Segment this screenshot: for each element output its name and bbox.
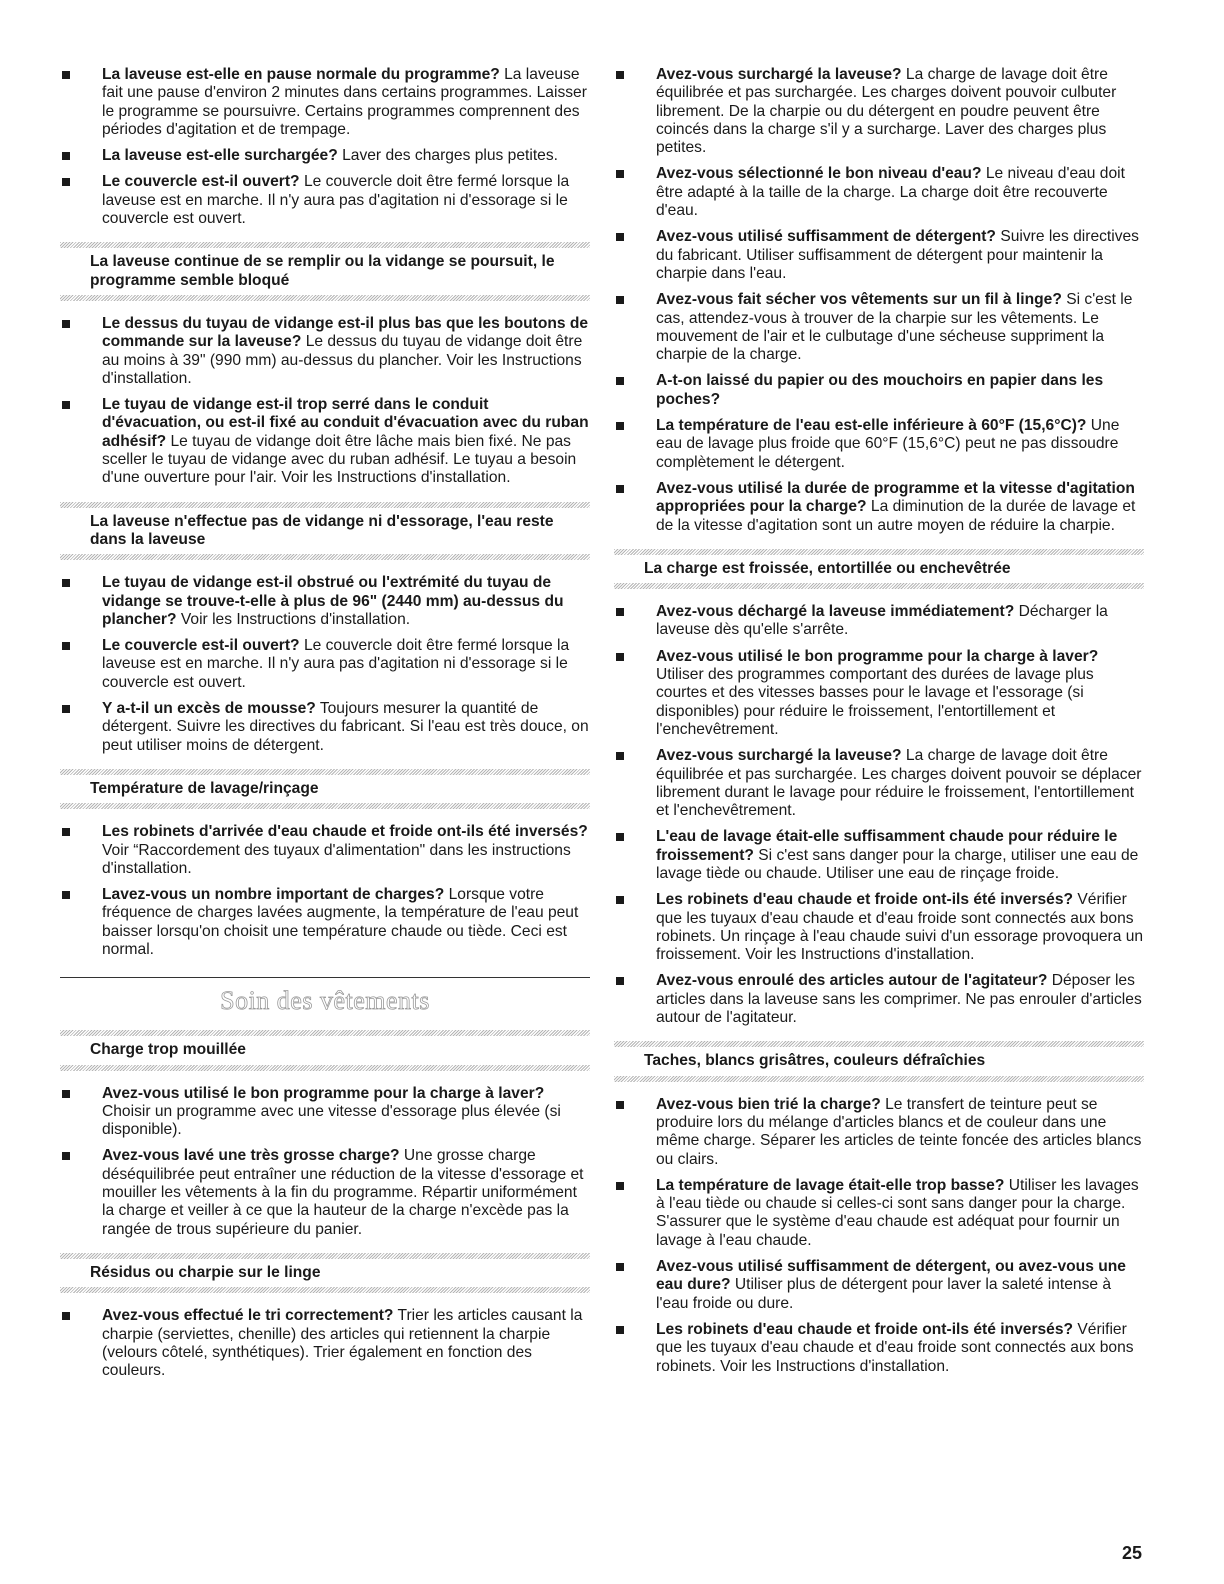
answer: Choisir un programme avec une vitesse d'essorage plus élevée (si disponible). (102, 1102, 561, 1139)
question: L'eau de lavage était-elle suffisamment chaude pour réduire le froissement? (656, 828, 1118, 864)
list-item (60, 823, 590, 878)
divider (60, 1065, 590, 1071)
bullet-icon (616, 233, 624, 241)
list-item (60, 173, 590, 228)
section-stains (614, 1041, 1144, 1081)
question: Lavez-vous un nombre important de charges? (102, 886, 445, 904)
list-item (614, 417, 1144, 472)
answer: Si c'est sans danger pour la charge, utiliser une eau de lavage tiède ou chaude. Utiliser une eau de rinçage froide. (656, 846, 1139, 882)
answer: Déposer les articles dans la laveuse sans les comprimer. Ne pas enrouler d'articles autour de l'agitateur. (656, 972, 1142, 1027)
section-heading: Taches, blancs grisâtres, couleurs défraîchies (644, 1052, 986, 1070)
answer: Décharger la laveuse dès qu'elle s'arrête. (656, 603, 1108, 639)
answer: Vérifier que les tuyaux d'eau chaude et d'eau froide sont connectés aux bons robinets. Voir les Instructions d'installation. (656, 1320, 1134, 1375)
question: Avez-vous utilisé suffisamment de détergent? (656, 228, 996, 246)
divider (60, 1287, 590, 1293)
answer: Lorsque votre fréquence de charges lavées augmente, la température de l'eau peut baisser lorsqu'on choisit une température chaude ou tiède. Ceci est normal. (102, 886, 579, 958)
divider (614, 1076, 1144, 1082)
section-heading: Résidus ou charpie sur le linge (90, 1263, 321, 1281)
question: Avez-vous surchargé la laveuse? (656, 747, 902, 765)
bullet-icon (616, 896, 624, 904)
bullet-icon (62, 1312, 70, 1320)
answer: Voir “Raccordement des tuyaux d'alimentation" dans les instructions d'installation. (102, 841, 571, 877)
divider (614, 583, 1144, 589)
answer: Toujours mesurer la quantité de détergent. Suivre les directives du fabricant. Si l'eau est très douce, on peut utiliser moins de détergent. (102, 700, 589, 754)
question: Avez-vous enroulé des articles autour de l'agitateur? (656, 972, 1048, 990)
question: Avez-vous lavé une très grosse charge? (102, 1147, 400, 1165)
divider (60, 554, 590, 560)
bullet-icon (62, 705, 70, 713)
answer: Une eau de lavage plus froide que 60°F (15,6°C) peut ne pas dissoudre complètement le détergent. (656, 417, 1120, 471)
question: Avez-vous effectué le tri correctement? (102, 1307, 394, 1325)
list-item (614, 603, 1144, 640)
bullet-icon (616, 377, 624, 385)
list-item (60, 1147, 590, 1238)
answer: Trier les articles causant la charpie (serviettes, chenille) des articles qui retiennent la charpie (velours côtelé, synthétiques). Trier également en fonction des couleurs. (102, 1307, 583, 1380)
bullet-icon (616, 170, 624, 178)
question: Avez-vous bien trié la charge? (656, 1095, 881, 1113)
list-item (60, 147, 590, 165)
bullet-icon (616, 296, 624, 304)
answer: Le tuyau de vidange doit être lâche mais bien fixé. Ne pas sceller le tuyau de vidange avec du ruban adhésif. Le tuyau a besoin d'une ouverture pour l'air. Voir les Instructions d'installation. (102, 432, 577, 487)
bullet-icon (62, 642, 70, 650)
answer: Vérifier que les tuyaux d'eau chaude et d'eau froide sont connectés aux bons robinets. Un rinçage à l'eau chaude suivi d'un essorage provoquera un froissement. Voir les Instructions d'installation. (656, 891, 1144, 964)
question: Les robinets d'eau chaude et froide ont-ils été inversés? (656, 891, 1074, 909)
answer: Suivre les directives du fabricant. Utiliser suffisamment de détergent pour maintenir la charpie dans l'eau. (656, 228, 1139, 282)
question: Le couvercle est-il ouvert? (102, 173, 300, 191)
section-heading: Charge trop mouillée (90, 1041, 246, 1059)
question: Le couvercle est-il ouvert? (102, 637, 300, 655)
answer: La diminution de la durée de lavage et de la vitesse d'agitation sont un autre moyen de réduire la charpie. (656, 498, 1136, 534)
answer: Le transfert de teinture peut se produire lors du mélange d'articles blancs et de couleur dans une même charge. Séparer les articles de teinte foncée des articles blancs ou clairs. (656, 1095, 1142, 1168)
right-column (614, 66, 1144, 1384)
question: La température de l'eau est-elle inférieure à 60°F (15,6°C)? (656, 417, 1087, 435)
bullet-icon (62, 152, 70, 160)
list-item (614, 480, 1144, 535)
bullet-icon (62, 178, 70, 186)
bullet-icon (616, 752, 624, 760)
question: Le tuyau de vidange est-il obstrué ou l'extrémité du tuyau de vidange se trouve-t-elle à plus de 96" (2440 mm) au-dessus du plancher? (102, 574, 564, 628)
answer: Laver des charges plus petites. (342, 147, 558, 165)
bullet-icon (62, 891, 70, 899)
list-item (614, 747, 1144, 820)
page-title: Soin des vêtements (220, 986, 430, 1016)
question: Avez-vous utilisé le bon programme pour la charge à laver? (656, 647, 1099, 665)
list-item (60, 574, 590, 629)
divider (60, 803, 590, 809)
list-item (614, 291, 1144, 364)
question: Avez-vous déchargé la laveuse immédiatement? (656, 603, 1015, 621)
answer: La charge de lavage doit être équilibrée et pas surchargée. Les charges doivent pouvoir se déplacer librement durant le lavage pour réduire le froissement, l'entortillement et l'enchevêtrement. (656, 747, 1142, 820)
section-no-drain (60, 502, 590, 561)
question: Les robinets d'arrivée d'eau chaude et froide ont-ils été inversés? (102, 823, 588, 841)
list-item (614, 648, 1144, 739)
answer: Une grosse charge déséquilibrée peut entraîner une réduction de la vitesse d'essorage et mouiller les vêtements à la fin du programme. Répartir uniformément la charge et veiller à ce que la hauteur de la charge n'excède pas la rangée de trous supérieure du panier. (102, 1147, 584, 1238)
bullet-icon (62, 1152, 70, 1160)
list-item (614, 1177, 1144, 1250)
bullet-icon (616, 977, 624, 985)
question: Avez-vous sélectionné le bon niveau d'eau? (656, 165, 982, 183)
bullet-icon (616, 71, 624, 79)
answer: Le couvercle doit être fermé lorsque la laveuse est en marche. Il n'y aura pas d'agitation ni d'essorage si le couvercle est ouvert. (102, 637, 570, 691)
section-fill-drain (60, 242, 590, 301)
question: A-t-on laissé du papier ou des mouchoirs en papier dans les poches? (656, 372, 1104, 408)
list-item (60, 315, 590, 388)
question: Le tuyau de vidange est-il trop serré dans le conduit d'évacuation, ou est-il fixé au conduit d'évacuation avec du ruban adhésif? (102, 396, 589, 450)
bullet-icon (616, 422, 624, 430)
divider (60, 295, 590, 301)
question: Avez-vous utilisé le bon programme pour la charge à laver? (102, 1084, 545, 1102)
answer: Le couvercle doit être fermé lorsque la laveuse est en marche. Il n'y aura pas d'agitation ni d'essorage si le couvercle est ouvert. (102, 173, 570, 228)
question: Avez-vous fait sécher vos vêtements sur un fil à linge? (656, 291, 1062, 309)
list-item (614, 66, 1144, 157)
list-item (60, 396, 590, 487)
question: La laveuse est-elle surchargée? (102, 147, 338, 165)
answer: La charge de lavage doit être équilibrée et pas surchargée. Les charges doivent pouvoir culbuter librement. De la charpie ou du détergent en poudre peuvent être coincés dans la charge s'il y a surcharge. Laver des charges plus petites. (656, 66, 1117, 157)
list-item (614, 828, 1144, 883)
question: Avez-vous utilisé suffisamment de détergent, ou avez-vous une eau dure? (656, 1258, 1126, 1294)
section-heading: La laveuse continue de se remplir ou la vidange se poursuit, le programme semble bloqué (90, 253, 555, 289)
answer: Voir les Instructions d'installation. (180, 610, 411, 628)
list-item (614, 891, 1144, 964)
bullet-icon (616, 833, 624, 841)
list-item (614, 1258, 1144, 1313)
question: Y a-t-il un excès de mousse? (102, 700, 316, 718)
bullet-icon (616, 1263, 624, 1271)
bullet-icon (616, 608, 624, 616)
bullet-icon (62, 71, 70, 79)
question: Le dessus du tuyau de vidange est-il plus bas que les boutons de commande sur la laveuse? (102, 314, 589, 351)
answer: Utiliser les lavages à l'eau tiède ou chaude si celles-ci sont sans danger pour la charge. S'assurer que le système d'eau chaude est adéquat pour fournir un lavage à l'eau chaude. (656, 1176, 1139, 1249)
page-number: 25 (1121, 1543, 1142, 1563)
answer: Utiliser plus de détergent pour laver la saleté intense à l'eau froide ou dure. (656, 1276, 1112, 1312)
left-column (60, 66, 590, 1388)
list-item (60, 1085, 590, 1140)
list-item (60, 637, 590, 692)
section-wrinkled (614, 549, 1144, 589)
bullet-icon (616, 485, 624, 493)
section-too-wet (60, 1030, 590, 1070)
list-item (60, 700, 590, 755)
answer: Le dessus du tuyau de vidange doit être au moins à 39" (990 mm) au-dessus du plancher. Voir les Instructions d'installation. (102, 333, 583, 387)
list-item (614, 228, 1144, 283)
list-item (60, 886, 590, 959)
title-rule (60, 977, 590, 978)
bullet-icon (616, 1101, 624, 1109)
list-item (60, 66, 590, 139)
answer: Utiliser des programmes comportant des durées de lavage plus courtes et des vitesses basses pour le lavage et l'essorage (si disponibles) pour réduire le froissement, l'entortillement et l'enchevêtrement. (656, 666, 1094, 738)
bullet-icon (62, 828, 70, 836)
section-heading: Température de lavage/rinçage (90, 779, 319, 797)
answer: Si c'est le cas, attendez-vous à trouver de la charpie sur les vêtements. Le mouvement de l'air et le culbutage d'une sécheuse suppriment la charpie de la charge. (656, 291, 1133, 364)
bullet-icon (616, 653, 624, 661)
answer: La laveuse fait une pause d'environ 2 minutes dans certains programmes. Laisser le programme se poursuivre. Certains programmes comprennent des périodes d'agitation et de trempage. (102, 66, 587, 138)
bullet-icon (62, 401, 70, 409)
bullet-icon (616, 1326, 624, 1334)
section-heading: La laveuse n'effectue pas de vidange ni d'essorage, l'eau reste dans la laveuse (90, 512, 554, 548)
section-heading: La charge est froissée, entortillée ou enchevêtrée (644, 559, 1011, 577)
question: Avez-vous surchargé la laveuse? (656, 66, 902, 83)
question: Les robinets d'eau chaude et froide ont-ils été inversés? (656, 1320, 1074, 1338)
list-item (614, 1096, 1144, 1169)
section-lint (60, 1253, 590, 1293)
question: La température de lavage était-elle trop basse? (656, 1176, 1005, 1194)
bullet-icon (62, 1090, 70, 1098)
bullet-icon (62, 579, 70, 587)
bullet-icon (616, 1182, 624, 1190)
list-item (614, 972, 1144, 1027)
list-item (614, 372, 1144, 409)
question: Avez-vous utilisé la durée de programme et la vitesse d'agitation appropriées pour la charge? (656, 479, 1135, 516)
bullet-icon (62, 320, 70, 328)
answer: Le niveau d'eau doit être adapté à la taille de la charge. La charge doit être recouverte d'eau. (656, 165, 1125, 220)
section-temperature (60, 769, 590, 809)
list-item (60, 1307, 590, 1380)
list-item (614, 1321, 1144, 1376)
list-item (614, 165, 1144, 220)
question: La laveuse est-elle en pause normale du programme? (102, 66, 500, 83)
left-intro-items (60, 66, 590, 228)
